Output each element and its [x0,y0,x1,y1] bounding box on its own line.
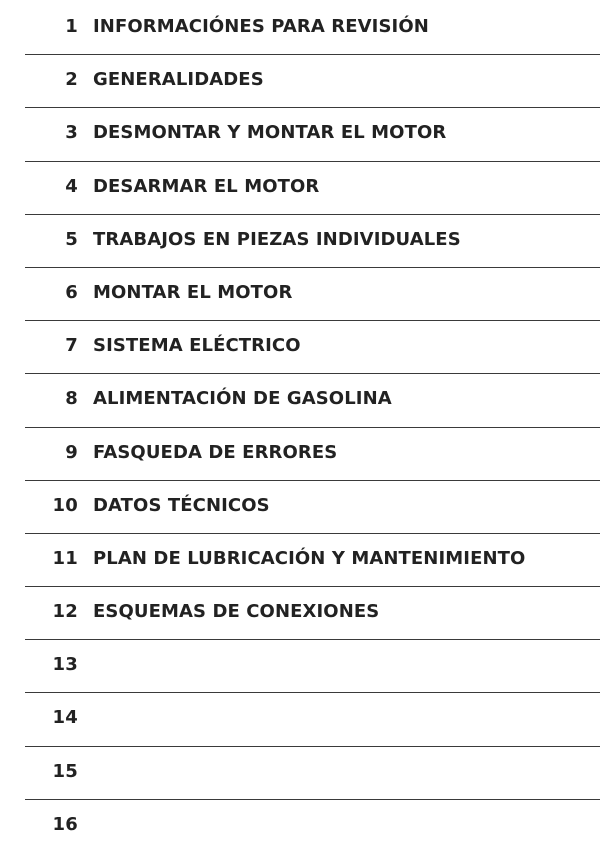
toc-entry-7[interactable] [0,321,600,374]
toc-entry-13[interactable] [0,640,600,693]
toc-entry-title: SISTEMA ELÉCTRICO [93,335,301,357]
table-of-contents [0,2,600,853]
toc-entry-number: 1 [65,16,78,37]
toc-entry-10[interactable] [0,481,600,534]
toc-entry-8[interactable] [0,374,600,427]
toc-entry-number: 14 [52,707,78,729]
toc-entry-12[interactable] [0,587,600,640]
toc-entry-5[interactable] [0,215,600,268]
toc-entry-2[interactable] [0,55,600,108]
toc-entry-6[interactable] [0,268,600,321]
toc-entry-title: TRABAJOS EN PIEZAS INDIVIDUALES [93,228,461,250]
toc-entry-title: ESQUEMAS DE CONEXIONES [93,601,380,623]
toc-entry-4[interactable] [0,162,600,215]
toc-entry-title: GENERALIDADES [93,69,264,91]
toc-entry-number: 5 [65,228,78,250]
toc-entry-number: 13 [52,654,78,676]
toc-entry-number: 2 [65,69,78,91]
toc-entry-number: 6 [65,281,78,303]
toc-entry-16[interactable] [0,800,600,853]
toc-entry-number: 3 [65,122,78,144]
toc-entry-3[interactable] [0,108,600,161]
toc-entry-11[interactable] [0,534,600,587]
toc-entry-number: 4 [65,175,78,197]
toc-entry-title: DESARMAR EL MOTOR [93,175,320,197]
toc-entry-number: 15 [52,760,78,782]
toc-entry-number: 16 [52,813,78,835]
toc-entry-number: 10 [52,494,78,516]
toc-entry-title: PLAN DE LUBRICACIÓN Y MANTENIMIENTO [93,547,526,569]
toc-entry-15[interactable] [0,747,600,800]
toc-entry-14[interactable] [0,693,600,746]
toc-entry-number: 11 [52,547,78,569]
toc-entry-title: DATOS TÉCNICOS [93,494,270,516]
toc-entry-1[interactable] [0,2,600,55]
toc-entry-number: 9 [65,441,78,463]
toc-entry-title: MONTAR EL MOTOR [93,281,293,303]
toc-entry-9[interactable] [0,428,600,481]
toc-entry-title: DESMONTAR Y MONTAR EL MOTOR [93,122,447,144]
toc-entry-number: 8 [65,388,78,410]
toc-entry-number: 12 [52,601,78,623]
toc-entry-title: INFORMACIÓNES PARA REVISIÓN [93,16,429,37]
toc-entry-number: 7 [65,335,78,357]
toc-entry-title: ALIMENTACIÓN DE GASOLINA [93,388,392,410]
toc-entry-title: FASQUEDA DE ERRORES [93,441,338,463]
